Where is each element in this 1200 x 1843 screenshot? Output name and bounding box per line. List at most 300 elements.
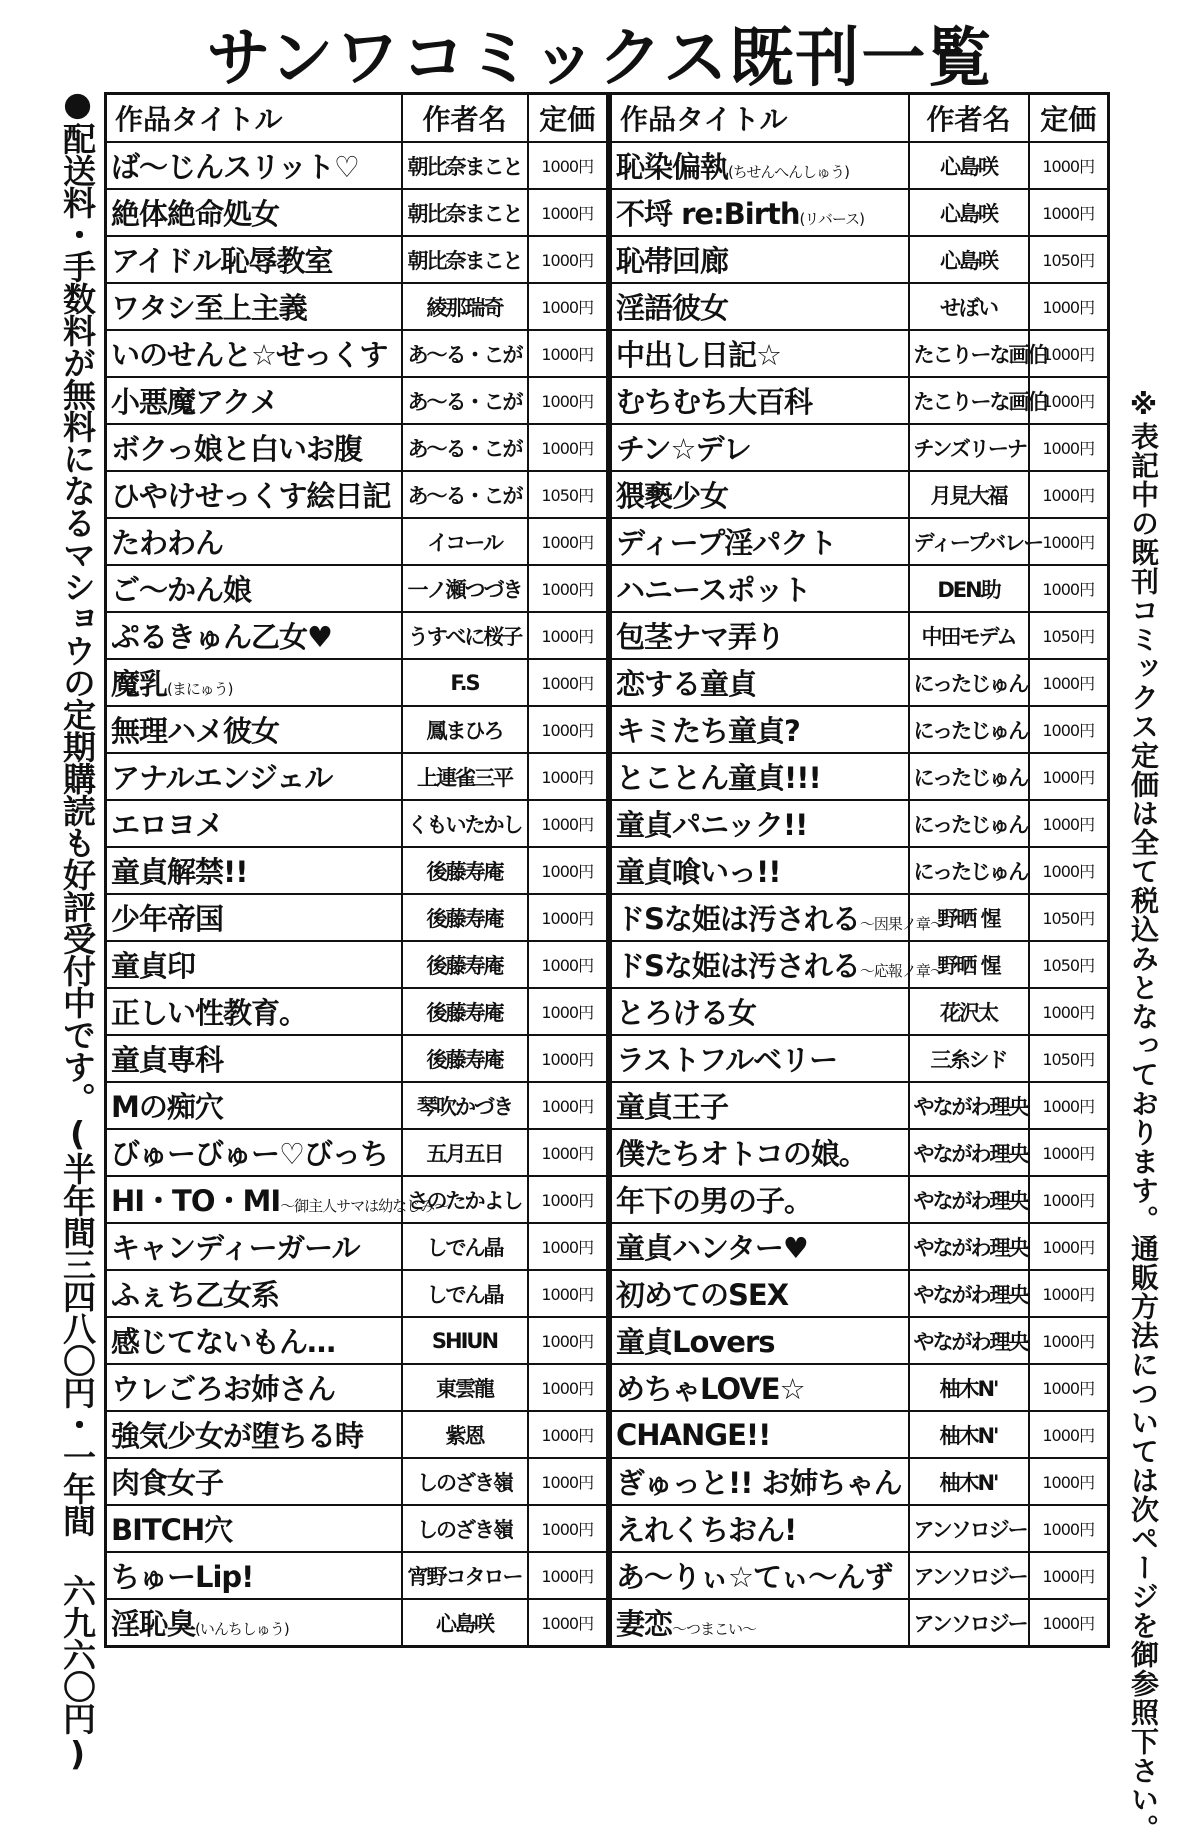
book-title-cell	[611, 1411, 909, 1458]
book-author: 野晒 惺	[909, 894, 1029, 941]
book-title-cell	[106, 142, 402, 189]
book-price: 1000円	[528, 565, 608, 612]
book-title-cell	[106, 471, 402, 518]
book-title-cell	[611, 1552, 909, 1599]
book-price: 1000円	[528, 330, 608, 377]
table-row	[106, 1552, 608, 1599]
book-author: せぼい	[909, 283, 1029, 330]
book-author: しのざき嶺	[402, 1505, 528, 1552]
book-title-cell	[106, 894, 402, 941]
book-title: 童貞専科	[111, 1043, 224, 1077]
book-title-cell	[106, 800, 402, 847]
header-price: 定価	[1029, 94, 1109, 143]
table-row	[611, 1411, 1109, 1458]
book-subtitle: 〜つまこい〜	[672, 1620, 757, 1638]
book-subtitle: 〜因果ノ章〜	[859, 915, 944, 933]
table-row	[611, 1082, 1109, 1129]
table-row	[611, 941, 1109, 988]
table-row	[106, 941, 608, 988]
book-author: 中田モデム	[909, 612, 1029, 659]
book-author: やながわ理央	[909, 1223, 1029, 1270]
table-row	[611, 800, 1109, 847]
book-price: 1000円	[1029, 1364, 1109, 1411]
book-title: 中出し日記☆	[616, 338, 781, 372]
book-title: ぷるきゅん乙女♥	[111, 620, 332, 654]
table-row	[106, 1129, 608, 1176]
book-author: しでん晶	[402, 1270, 528, 1317]
book-price: 1000円	[528, 941, 608, 988]
book-author: 宵野コタロー	[402, 1552, 528, 1599]
book-title: あ〜りぃ☆てぃ〜んず	[616, 1560, 893, 1594]
book-price: 1000円	[528, 1129, 608, 1176]
table-row	[611, 1270, 1109, 1317]
book-title: たわわん	[111, 526, 224, 560]
book-subtitle: 〜応報ノ章〜	[859, 962, 944, 980]
book-title-cell	[106, 1082, 402, 1129]
table-row	[611, 988, 1109, 1035]
book-title-cell	[106, 1223, 402, 1270]
book-title: BITCH穴	[111, 1513, 233, 1547]
book-price: 1000円	[528, 1317, 608, 1364]
table-row	[106, 283, 608, 330]
table-row	[611, 189, 1109, 236]
table-row	[106, 142, 608, 189]
book-author: アンソロジー	[909, 1599, 1029, 1647]
book-price: 1000円	[1029, 1223, 1109, 1270]
book-price: 1000円	[528, 424, 608, 471]
book-title: Mの痴穴	[111, 1090, 223, 1124]
book-author: 後藤寿庵	[402, 1035, 528, 1082]
book-price: 1000円	[528, 706, 608, 753]
book-author: 朝比奈まこと	[402, 142, 528, 189]
table-row	[611, 847, 1109, 894]
table-row	[106, 1317, 608, 1364]
book-price: 1000円	[1029, 753, 1109, 800]
book-title: ひやけせっくす絵日記	[111, 479, 391, 513]
book-title: めちゃLOVE☆	[616, 1372, 805, 1406]
book-price: 1000円	[1029, 142, 1109, 189]
book-title: ドSな姫は汚される	[616, 902, 860, 936]
book-author: 朝比奈まこと	[402, 189, 528, 236]
book-price: 1050円	[1029, 1035, 1109, 1082]
book-title-cell	[611, 1176, 909, 1223]
table-row	[611, 753, 1109, 800]
header-title: 作品タイトル	[611, 94, 909, 143]
table-row	[106, 1411, 608, 1458]
book-title-cell	[106, 518, 402, 565]
book-title: ラストフルベリー	[616, 1043, 838, 1077]
book-author: 野晒 惺	[909, 941, 1029, 988]
book-author: 柚木N'	[909, 1364, 1029, 1411]
book-title: 妻恋	[616, 1607, 673, 1641]
table-row	[106, 330, 608, 377]
table-row	[611, 471, 1109, 518]
table-row	[611, 377, 1109, 424]
book-author: さのたかよし	[402, 1176, 528, 1223]
book-price: 1000円	[528, 1270, 608, 1317]
book-price: 1000円	[1029, 518, 1109, 565]
book-title-cell	[106, 1129, 402, 1176]
book-title-cell	[611, 518, 909, 565]
book-title-cell	[106, 941, 402, 988]
book-author: アンソロジー	[909, 1552, 1029, 1599]
book-price: 1000円	[528, 1035, 608, 1082]
table-row	[106, 471, 608, 518]
book-title-cell	[106, 753, 402, 800]
book-title: 淫恥臭	[111, 1607, 196, 1641]
book-title: 正しい性教育。	[111, 996, 308, 1030]
book-title: 無理ハメ彼女	[111, 714, 280, 748]
book-title: ちゅーLip!	[111, 1560, 254, 1594]
book-author: しのざき嶺	[402, 1458, 528, 1505]
book-author: SHIUN	[402, 1317, 528, 1364]
book-title-cell	[611, 988, 909, 1035]
catalog-table-right	[609, 92, 1110, 1648]
book-author: 五月五日	[402, 1129, 528, 1176]
book-price: 1000円	[1029, 659, 1109, 706]
book-title: ディープ淫パクト	[616, 526, 837, 560]
table-header-row	[611, 94, 1109, 143]
book-author: 後藤寿庵	[402, 847, 528, 894]
catalog-table-area	[104, 92, 1104, 1648]
book-title: 恋する童貞	[616, 667, 757, 701]
table-row	[611, 1129, 1109, 1176]
table-row	[106, 1505, 608, 1552]
book-title: アナルエンジェル	[111, 761, 333, 795]
table-row	[106, 1223, 608, 1270]
table-row	[106, 1176, 608, 1223]
left-side-note: ●配送料・手数料が無料になるマショウの定期購読も好評受付中です。(半年間三四八〇円・一年間 六九六〇円)	[58, 84, 97, 1772]
book-title-cell	[106, 1458, 402, 1505]
book-title-cell	[106, 283, 402, 330]
table-row	[611, 1176, 1109, 1223]
table-row	[106, 1270, 608, 1317]
book-price: 1000円	[528, 1364, 608, 1411]
book-subtitle: (ちせんへんしゅう)	[728, 163, 849, 181]
book-title: CHANGE!!	[616, 1417, 771, 1452]
table-row	[106, 1035, 608, 1082]
book-price: 1050円	[1029, 236, 1109, 283]
book-price: 1000円	[1029, 1552, 1109, 1599]
book-author: 柚木N'	[909, 1458, 1029, 1505]
right-table-body	[611, 142, 1109, 1647]
book-title-cell	[106, 565, 402, 612]
book-author: にったじゅん	[909, 706, 1029, 753]
book-price: 1000円	[1029, 471, 1109, 518]
book-price: 1000円	[1029, 988, 1109, 1035]
book-price: 1000円	[1029, 565, 1109, 612]
book-price: 1000円	[528, 283, 608, 330]
book-title-cell	[106, 706, 402, 753]
table-header-row	[106, 94, 608, 143]
right-side-note: ※表記中の既刊コミックス定価は全て税込みとなっております。通販方法については次ページを御参照下さい。	[1127, 388, 1160, 1843]
table-row	[106, 1599, 608, 1647]
book-title-cell	[106, 330, 402, 377]
table-row	[611, 659, 1109, 706]
book-title-cell	[106, 189, 402, 236]
book-title-cell	[611, 1599, 909, 1647]
book-price: 1000円	[528, 1223, 608, 1270]
book-title: 童貞王子	[616, 1090, 729, 1124]
book-title: 僕たちオトコの娘。	[616, 1137, 867, 1171]
book-price: 1000円	[528, 1176, 608, 1223]
book-price: 1000円	[528, 1599, 608, 1647]
table-row	[106, 565, 608, 612]
book-title-cell	[611, 142, 909, 189]
book-author: 上連雀三平	[402, 753, 528, 800]
book-author: 心島咲	[909, 142, 1029, 189]
table-row	[106, 1082, 608, 1129]
book-title-cell	[106, 612, 402, 659]
book-author: やながわ理央	[909, 1270, 1029, 1317]
book-price: 1050円	[1029, 941, 1109, 988]
book-author: やながわ理央	[909, 1176, 1029, 1223]
book-price: 1000円	[528, 1505, 608, 1552]
book-title: 感じてないもん…	[111, 1325, 336, 1359]
book-title-cell	[106, 1317, 402, 1364]
book-price: 1000円	[1029, 1505, 1109, 1552]
book-title: 童貞Lovers	[616, 1325, 775, 1359]
table-row	[106, 424, 608, 471]
table-row	[611, 330, 1109, 377]
book-author: 三糸シド	[909, 1035, 1029, 1082]
book-author: うすべに桜子	[402, 612, 528, 659]
book-author: 花沢太	[909, 988, 1029, 1035]
book-title-cell	[106, 988, 402, 1035]
table-row	[611, 1505, 1109, 1552]
book-price: 1000円	[1029, 706, 1109, 753]
book-title: いのせんと☆せっくす	[111, 338, 388, 372]
book-author: 綾那瑞奇	[402, 283, 528, 330]
book-title-cell	[106, 424, 402, 471]
book-title-cell	[611, 330, 909, 377]
book-title: キミたち童貞?	[616, 714, 800, 748]
table-row	[611, 1364, 1109, 1411]
book-author: 東雲龍	[402, 1364, 528, 1411]
book-author: 柚木N'	[909, 1411, 1029, 1458]
book-price: 1000円	[528, 847, 608, 894]
book-subtitle: 〜御主人サマは幼なじみ〜	[280, 1197, 449, 1215]
book-title: アイドル恥辱教室	[111, 244, 333, 278]
book-title: 猥褻少女	[616, 479, 729, 513]
book-title: ハニースポット	[616, 573, 811, 607]
table-row	[611, 706, 1109, 753]
book-title: むちむち大百科	[616, 385, 813, 419]
book-title-cell	[611, 941, 944, 988]
book-author: あ〜る・こが	[402, 471, 528, 518]
table-row	[106, 1364, 608, 1411]
book-title-cell	[611, 612, 909, 659]
book-title-cell	[106, 236, 402, 283]
book-title: 童貞ハンター♥	[616, 1231, 808, 1265]
book-title-cell	[611, 659, 909, 706]
book-title: ウレごろお姉さん	[111, 1372, 336, 1406]
table-row	[611, 424, 1109, 471]
table-row	[106, 189, 608, 236]
book-price: 1000円	[528, 518, 608, 565]
book-title: びゅーびゅー♡びっち	[111, 1137, 388, 1171]
book-author: にったじゅん	[909, 659, 1029, 706]
table-row	[106, 236, 608, 283]
book-title-cell	[106, 659, 402, 706]
book-title-cell	[611, 471, 909, 518]
book-title: 絶体絶命処女	[111, 197, 280, 231]
book-title-cell	[611, 1505, 909, 1552]
book-price: 1000円	[1029, 424, 1109, 471]
table-row	[106, 659, 608, 706]
book-title-cell	[611, 377, 909, 424]
book-author: 後藤寿庵	[402, 988, 528, 1035]
book-subtitle: (リバース)	[799, 210, 865, 228]
book-price: 1000円	[1029, 1082, 1109, 1129]
book-price: 1000円	[528, 800, 608, 847]
book-author: 後藤寿庵	[402, 941, 528, 988]
book-title-cell	[611, 565, 909, 612]
book-title-cell	[106, 847, 402, 894]
book-author: 琴吹かづき	[402, 1082, 528, 1129]
book-price: 1000円	[1029, 1176, 1109, 1223]
book-title: 恥染偏執	[616, 150, 729, 184]
book-price: 1050円	[1029, 894, 1109, 941]
book-price: 1000円	[528, 189, 608, 236]
book-author: 一ノ瀬つづき	[402, 565, 528, 612]
book-author: 心島咲	[909, 189, 1029, 236]
book-title-cell	[611, 800, 909, 847]
book-title-cell	[611, 1270, 909, 1317]
left-table-body	[106, 142, 608, 1647]
table-row	[611, 612, 1109, 659]
book-title-cell	[106, 1411, 402, 1458]
book-author: にったじゅん	[909, 800, 1029, 847]
book-price: 1000円	[528, 1082, 608, 1129]
book-title: とろける女	[616, 996, 757, 1030]
book-title-cell	[611, 894, 944, 941]
book-price: 1000円	[1029, 800, 1109, 847]
book-author: 心島咲	[909, 236, 1029, 283]
book-subtitle: (いんちしゅう)	[195, 1620, 289, 1638]
book-author: やながわ理央	[909, 1317, 1029, 1364]
book-title-cell	[106, 1364, 402, 1411]
book-price: 1000円	[528, 988, 608, 1035]
book-price: 1000円	[528, 142, 608, 189]
book-author: しでん晶	[402, 1223, 528, 1270]
book-title-cell	[611, 283, 909, 330]
book-title: 淫語彼女	[616, 291, 729, 325]
book-price: 1000円	[1029, 377, 1109, 424]
book-title-cell	[611, 753, 909, 800]
book-title: ぎゅっと!! お姉ちゃん	[616, 1466, 902, 1500]
book-author: 紫恩	[402, 1411, 528, 1458]
book-title-cell	[611, 236, 909, 283]
book-author: 朝比奈まこと	[402, 236, 528, 283]
book-title-cell	[611, 1035, 909, 1082]
book-title: 年下の男の子。	[616, 1184, 813, 1218]
book-author: 鳳まひろ	[402, 706, 528, 753]
header-title: 作品タイトル	[106, 94, 402, 143]
book-title-cell	[611, 847, 909, 894]
table-row	[106, 847, 608, 894]
table-row	[611, 1317, 1109, 1364]
book-title: とことん童貞!!!	[616, 761, 821, 795]
catalog-table-left	[104, 92, 609, 1648]
book-title-cell	[611, 1082, 909, 1129]
book-author: くもいたかし	[402, 800, 528, 847]
table-row	[611, 1223, 1109, 1270]
book-title-cell	[106, 377, 402, 424]
book-title: 童貞解禁!!	[111, 855, 248, 889]
book-price: 1000円	[528, 753, 608, 800]
book-price: 1000円	[1029, 1599, 1109, 1647]
table-row	[106, 1458, 608, 1505]
book-title: 初めてのSEX	[616, 1278, 789, 1312]
book-price: 1000円	[528, 659, 608, 706]
book-title-cell	[611, 1364, 909, 1411]
book-title: 包茎ナマ弄り	[616, 620, 785, 654]
book-author: やながわ理央	[909, 1082, 1029, 1129]
book-author: チンズリーナ	[909, 424, 1029, 471]
book-author: あ〜る・こが	[402, 424, 528, 471]
book-title: 童貞喰いっ!!	[616, 855, 781, 889]
book-title-cell	[106, 1505, 402, 1552]
book-price: 1000円	[1029, 330, 1109, 377]
book-title: ふぇち乙女系	[111, 1278, 280, 1312]
book-author: あ〜る・こが	[402, 330, 528, 377]
book-title: チン☆デレ	[616, 432, 751, 466]
book-price: 1000円	[1029, 1458, 1109, 1505]
book-title-cell	[106, 1270, 402, 1317]
book-price: 1000円	[1029, 1129, 1109, 1176]
book-price: 1050円	[528, 471, 608, 518]
book-title: ば〜じんスリット♡	[111, 150, 359, 184]
table-row	[611, 1552, 1109, 1599]
header-author: 作者名	[909, 94, 1029, 143]
book-price: 1000円	[1029, 1270, 1109, 1317]
book-title-cell	[611, 1129, 909, 1176]
book-title: エロヨメ	[111, 808, 224, 842]
book-title: ドSな姫は汚される	[616, 949, 860, 983]
book-title: 少年帝国	[111, 902, 224, 936]
book-author: DEN助	[909, 565, 1029, 612]
table-row	[106, 988, 608, 1035]
book-price: 1000円	[528, 1411, 608, 1458]
book-title: 童貞パニック!!	[616, 808, 808, 842]
book-price: 1000円	[528, 1552, 608, 1599]
book-title-cell	[106, 1552, 402, 1599]
table-row	[106, 706, 608, 753]
book-title: ご〜かん娘	[111, 573, 252, 607]
book-author: F.S	[402, 659, 528, 706]
book-title: HI・TO・MI	[111, 1184, 281, 1218]
book-price: 1050円	[1029, 612, 1109, 659]
book-title-cell	[611, 424, 909, 471]
book-title-cell	[611, 189, 909, 236]
table-row	[106, 753, 608, 800]
book-price: 1000円	[528, 377, 608, 424]
table-row	[611, 565, 1109, 612]
book-author: たこりーな画伯	[909, 330, 1029, 377]
book-title: 童貞印	[111, 949, 196, 983]
book-title: 恥帯回廊	[616, 244, 729, 278]
book-price: 1000円	[528, 236, 608, 283]
table-row	[611, 1599, 1109, 1647]
table-row	[611, 894, 1109, 941]
table-row	[611, 518, 1109, 565]
table-row	[611, 236, 1109, 283]
book-author: イコール	[402, 518, 528, 565]
table-row	[611, 1035, 1109, 1082]
book-title: 小悪魔アクメ	[111, 385, 278, 419]
table-row	[611, 1458, 1109, 1505]
